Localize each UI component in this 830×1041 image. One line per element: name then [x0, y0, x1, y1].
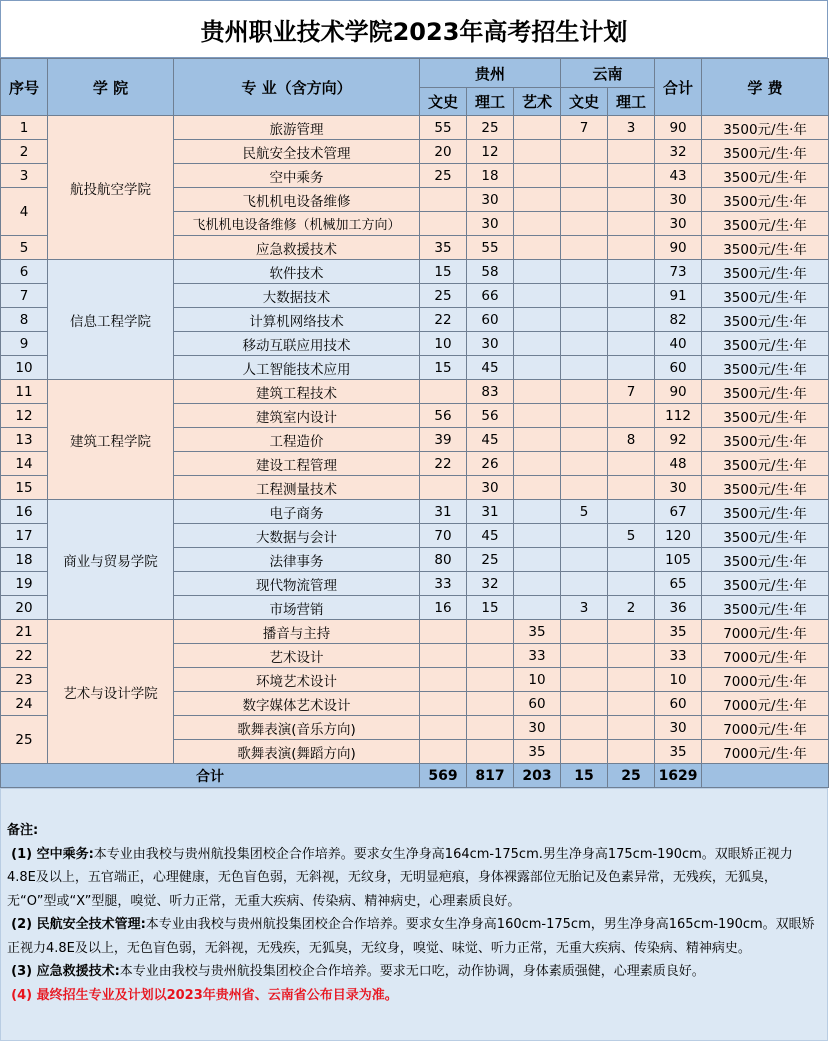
cell-gz-yishu: 33 [514, 644, 561, 668]
header-gz-wenshi: 文史 [420, 88, 467, 116]
cell-yn-ligong: 5 [608, 524, 655, 548]
cell-yn-ligong [608, 572, 655, 596]
cell-yn-wenshi [561, 332, 608, 356]
cell-gz-wenshi: 15 [420, 260, 467, 284]
cell-fee: 3500元/生·年 [702, 476, 829, 500]
cell-major: 人工智能技术应用 [174, 356, 420, 380]
cell-gz-ligong [467, 740, 514, 764]
cell-gz-ligong: 31 [467, 500, 514, 524]
cell-seq: 25 [1, 716, 48, 764]
cell-fee: 3500元/生·年 [702, 116, 829, 140]
cell-gz-wenshi: 56 [420, 404, 467, 428]
cell-total: 73 [655, 260, 702, 284]
cell-total: 10 [655, 668, 702, 692]
cell-seq: 24 [1, 692, 48, 716]
cell-gz-ligong: 30 [467, 332, 514, 356]
cell-major: 建筑工程技术 [174, 380, 420, 404]
cell-gz-yishu [514, 572, 561, 596]
cell-yn-ligong [608, 164, 655, 188]
cell-yn-wenshi [561, 740, 608, 764]
cell-yn-ligong [608, 476, 655, 500]
totals-row [1, 764, 829, 788]
cell-gz-yishu [514, 452, 561, 476]
cell-gz-yishu [514, 116, 561, 140]
note-3 [7, 960, 821, 984]
cell-yn-wenshi [561, 668, 608, 692]
note-2-text: 本专业由我校与贵州航投集团校企合作培养。要求女生净身高160cm-175cm，男生净身高165cm-190cm。双眼矫正视力4.8E及以上，无色盲色弱，无斜视，无残疾，无狐臭，无纹身，嗅觉、味觉、听力正常，无重大疾病、传染病、精神病史。 [7, 917, 815, 956]
cell-gz-wenshi [420, 668, 467, 692]
cell-fee: 3500元/生·年 [702, 164, 829, 188]
cell-gz-yishu [514, 596, 561, 620]
cell-seq: 6 [1, 260, 48, 284]
cell-yn-ligong: 3 [608, 116, 655, 140]
cell-gz-ligong: 15 [467, 596, 514, 620]
cell-yn-ligong [608, 692, 655, 716]
cell-gz-wenshi [420, 188, 467, 212]
note-3-text: 本专业由我校与贵州航投集团校企合作培养。要求无口吃，动作协调，身体素质强健，心理素质良好。 [119, 964, 705, 979]
cell-major: 建设工程管理 [174, 452, 420, 476]
cell-fee: 3500元/生·年 [702, 452, 829, 476]
cell-total: 33 [655, 644, 702, 668]
cell-total: 48 [655, 452, 702, 476]
cell-gz-ligong: 30 [467, 188, 514, 212]
cell-gz-ligong [467, 668, 514, 692]
cell-gz-ligong: 12 [467, 140, 514, 164]
cell-seq: 9 [1, 332, 48, 356]
cell-yn-wenshi [561, 548, 608, 572]
cell-gz-ligong: 83 [467, 380, 514, 404]
cell-major: 飞机机电设备维修 [174, 188, 420, 212]
cell-seq: 18 [1, 548, 48, 572]
cell-yn-ligong [608, 236, 655, 260]
cell-gz-wenshi: 39 [420, 428, 467, 452]
cell-total: 30 [655, 212, 702, 236]
cell-gz-yishu [514, 284, 561, 308]
cell-gz-yishu: 30 [514, 716, 561, 740]
cell-yn-ligong [608, 188, 655, 212]
cell-gz-yishu [514, 500, 561, 524]
cell-major: 空中乘务 [174, 164, 420, 188]
cell-gz-ligong [467, 620, 514, 644]
cell-seq: 14 [1, 452, 48, 476]
cell-major: 应急救援技术 [174, 236, 420, 260]
totals-yn-ligong: 25 [608, 764, 655, 788]
cell-fee: 3500元/生·年 [702, 260, 829, 284]
cell-gz-wenshi: 15 [420, 356, 467, 380]
cell-total: 40 [655, 332, 702, 356]
cell-yn-wenshi: 3 [561, 596, 608, 620]
cell-seq: 11 [1, 380, 48, 404]
cell-total: 43 [655, 164, 702, 188]
note-4 [7, 984, 821, 1008]
cell-yn-ligong [608, 668, 655, 692]
cell-yn-ligong [608, 548, 655, 572]
cell-fee: 3500元/生·年 [702, 284, 829, 308]
header-seq: 序号 [1, 59, 48, 116]
cell-gz-wenshi: 16 [420, 596, 467, 620]
totals-gz-ligong: 817 [467, 764, 514, 788]
header-yn-ligong: 理工 [608, 88, 655, 116]
cell-fee: 7000元/生·年 [702, 668, 829, 692]
note-1-label: (1) 空中乘务: [11, 846, 94, 862]
cell-yn-wenshi [561, 572, 608, 596]
cell-yn-ligong [608, 716, 655, 740]
cell-gz-wenshi: 20 [420, 140, 467, 164]
cell-major: 工程造价 [174, 428, 420, 452]
cell-major: 播音与主持 [174, 620, 420, 644]
cell-total: 30 [655, 188, 702, 212]
cell-gz-yishu [514, 548, 561, 572]
cell-gz-ligong [467, 692, 514, 716]
cell-fee: 3500元/生·年 [702, 500, 829, 524]
cell-yn-wenshi [561, 524, 608, 548]
cell-total: 35 [655, 740, 702, 764]
cell-gz-yishu: 35 [514, 740, 561, 764]
cell-seq: 1 [1, 116, 48, 140]
cell-major: 艺术设计 [174, 644, 420, 668]
notes-section [0, 788, 828, 1041]
cell-college: 艺术与设计学院 [48, 620, 174, 764]
cell-gz-wenshi: 70 [420, 524, 467, 548]
cell-gz-wenshi [420, 620, 467, 644]
cell-yn-ligong [608, 452, 655, 476]
cell-gz-yishu: 10 [514, 668, 561, 692]
cell-yn-ligong [608, 284, 655, 308]
cell-gz-wenshi [420, 740, 467, 764]
cell-seq: 20 [1, 596, 48, 620]
cell-gz-yishu: 35 [514, 620, 561, 644]
cell-major: 法律事务 [174, 548, 420, 572]
cell-total: 112 [655, 404, 702, 428]
cell-gz-yishu [514, 428, 561, 452]
cell-total: 36 [655, 596, 702, 620]
cell-gz-wenshi: 35 [420, 236, 467, 260]
cell-gz-wenshi: 22 [420, 452, 467, 476]
table-row [1, 260, 829, 284]
cell-fee: 3500元/生·年 [702, 140, 829, 164]
cell-fee: 7000元/生·年 [702, 620, 829, 644]
cell-fee: 3500元/生·年 [702, 236, 829, 260]
cell-college: 建筑工程学院 [48, 380, 174, 500]
header-guizhou: 贵州 [420, 59, 561, 88]
cell-seq: 4 [1, 188, 48, 236]
cell-total: 90 [655, 116, 702, 140]
header-gz-ligong: 理工 [467, 88, 514, 116]
cell-gz-yishu [514, 308, 561, 332]
cell-major: 市场营销 [174, 596, 420, 620]
cell-fee: 3500元/生·年 [702, 188, 829, 212]
cell-fee: 7000元/生·年 [702, 692, 829, 716]
cell-fee: 3500元/生·年 [702, 356, 829, 380]
cell-gz-yishu [514, 404, 561, 428]
cell-major: 建筑室内设计 [174, 404, 420, 428]
cell-yn-ligong [608, 308, 655, 332]
cell-fee: 3500元/生·年 [702, 332, 829, 356]
header-gz-yishu: 艺术 [514, 88, 561, 116]
cell-gz-ligong: 30 [467, 476, 514, 500]
cell-gz-yishu [514, 356, 561, 380]
cell-yn-ligong [608, 644, 655, 668]
note-2 [7, 913, 821, 960]
cell-yn-ligong [608, 356, 655, 380]
cell-total: 60 [655, 356, 702, 380]
table-row [1, 620, 829, 644]
totals-yn-wenshi: 15 [561, 764, 608, 788]
cell-total: 30 [655, 476, 702, 500]
cell-fee: 7000元/生·年 [702, 740, 829, 764]
cell-yn-wenshi [561, 284, 608, 308]
cell-yn-wenshi [561, 620, 608, 644]
cell-yn-wenshi [561, 356, 608, 380]
cell-yn-ligong: 8 [608, 428, 655, 452]
enrollment-plan-table [0, 58, 829, 788]
cell-gz-yishu [514, 332, 561, 356]
note-3-label: (3) 应急救援技术: [11, 964, 120, 979]
table-row [1, 500, 829, 524]
cell-gz-wenshi: 80 [420, 548, 467, 572]
cell-seq: 23 [1, 668, 48, 692]
cell-fee: 3500元/生·年 [702, 524, 829, 548]
cell-total: 92 [655, 428, 702, 452]
cell-gz-ligong: 26 [467, 452, 514, 476]
cell-seq: 3 [1, 164, 48, 188]
cell-gz-yishu [514, 260, 561, 284]
cell-gz-wenshi [420, 692, 467, 716]
cell-yn-wenshi [561, 692, 608, 716]
cell-major: 环境艺术设计 [174, 668, 420, 692]
header-total: 合计 [655, 59, 702, 116]
cell-gz-ligong: 60 [467, 308, 514, 332]
note-1-text: 本专业由我校与贵州航投集团校企合作培养。要求女生净身高164cm-175cm.男生净身高175cm-190cm。双眼矫正视力4.8E及以上，五官端正，心理健康，无色盲色弱，无斜视，无纹身，无明显疤痕，身体裸露部位无胎记及色素异常，无残疾，无狐臭，无“O”型或“X”型腿，嗅觉、听力正常，无重大疾病、传染病、精神病史，心理素质良好。 [7, 846, 793, 909]
cell-gz-wenshi: 31 [420, 500, 467, 524]
cell-seq: 19 [1, 572, 48, 596]
totals-total: 1629 [655, 764, 702, 788]
cell-gz-ligong: 25 [467, 548, 514, 572]
cell-gz-wenshi [420, 716, 467, 740]
cell-total: 30 [655, 716, 702, 740]
cell-gz-ligong: 45 [467, 356, 514, 380]
cell-yn-wenshi: 7 [561, 116, 608, 140]
cell-yn-wenshi [561, 212, 608, 236]
cell-yn-ligong: 7 [608, 380, 655, 404]
cell-seq: 15 [1, 476, 48, 500]
cell-yn-wenshi: 5 [561, 500, 608, 524]
cell-fee: 3500元/生·年 [702, 404, 829, 428]
cell-college: 信息工程学院 [48, 260, 174, 380]
cell-major: 飞机机电设备维修（机械加工方向） [174, 212, 420, 236]
totals-gz-wenshi: 569 [420, 764, 467, 788]
cell-seq: 12 [1, 404, 48, 428]
header-college: 学 院 [48, 59, 174, 116]
cell-gz-ligong: 45 [467, 428, 514, 452]
cell-gz-yishu [514, 524, 561, 548]
cell-gz-wenshi: 22 [420, 308, 467, 332]
cell-major: 旅游管理 [174, 116, 420, 140]
header-yunnan: 云南 [561, 59, 655, 88]
cell-total: 105 [655, 548, 702, 572]
notes-heading: 备注: [7, 823, 39, 838]
cell-college: 航投航空学院 [48, 116, 174, 260]
cell-total: 67 [655, 500, 702, 524]
cell-fee: 3500元/生·年 [702, 596, 829, 620]
cell-yn-ligong [608, 404, 655, 428]
cell-gz-yishu [514, 164, 561, 188]
cell-yn-wenshi [561, 476, 608, 500]
cell-seq: 13 [1, 428, 48, 452]
cell-gz-wenshi [420, 644, 467, 668]
cell-gz-ligong: 18 [467, 164, 514, 188]
cell-gz-ligong: 55 [467, 236, 514, 260]
cell-seq: 7 [1, 284, 48, 308]
cell-fee: 3500元/生·年 [702, 572, 829, 596]
cell-yn-wenshi [561, 140, 608, 164]
cell-major: 工程测量技术 [174, 476, 420, 500]
cell-gz-yishu [514, 380, 561, 404]
cell-gz-yishu [514, 188, 561, 212]
cell-yn-wenshi [561, 716, 608, 740]
cell-yn-wenshi [561, 452, 608, 476]
cell-seq: 2 [1, 140, 48, 164]
cell-gz-ligong: 25 [467, 116, 514, 140]
cell-major: 移动互联应用技术 [174, 332, 420, 356]
cell-seq: 21 [1, 620, 48, 644]
page-title: 贵州职业技术学院2023年高考招生计划 [0, 0, 828, 58]
cell-gz-yishu [514, 212, 561, 236]
cell-yn-ligong [608, 332, 655, 356]
cell-major: 数字媒体艺术设计 [174, 692, 420, 716]
totals-fee [702, 764, 829, 788]
cell-gz-ligong [467, 644, 514, 668]
cell-seq: 5 [1, 236, 48, 260]
cell-total: 32 [655, 140, 702, 164]
table-row [1, 116, 829, 140]
cell-gz-wenshi [420, 476, 467, 500]
cell-total: 82 [655, 308, 702, 332]
cell-yn-wenshi [561, 644, 608, 668]
cell-major: 软件技术 [174, 260, 420, 284]
cell-total: 90 [655, 380, 702, 404]
cell-total: 120 [655, 524, 702, 548]
cell-fee: 7000元/生·年 [702, 644, 829, 668]
totals-gz-yishu: 203 [514, 764, 561, 788]
cell-gz-wenshi [420, 212, 467, 236]
cell-yn-ligong [608, 212, 655, 236]
cell-gz-wenshi: 33 [420, 572, 467, 596]
cell-yn-ligong [608, 620, 655, 644]
cell-seq: 10 [1, 356, 48, 380]
cell-gz-ligong: 30 [467, 212, 514, 236]
cell-yn-wenshi [561, 260, 608, 284]
cell-yn-wenshi [561, 380, 608, 404]
cell-gz-yishu [514, 236, 561, 260]
cell-yn-wenshi [561, 404, 608, 428]
cell-fee: 3500元/生·年 [702, 380, 829, 404]
cell-major: 大数据技术 [174, 284, 420, 308]
header-fee: 学 费 [702, 59, 829, 116]
cell-yn-wenshi [561, 428, 608, 452]
cell-total: 91 [655, 284, 702, 308]
cell-yn-ligong [608, 740, 655, 764]
header-major: 专 业（含方向） [174, 59, 420, 116]
cell-major: 电子商务 [174, 500, 420, 524]
cell-gz-ligong: 45 [467, 524, 514, 548]
cell-major: 民航安全技术管理 [174, 140, 420, 164]
cell-yn-ligong [608, 500, 655, 524]
cell-yn-ligong [608, 140, 655, 164]
note-2-label: (2) 民航安全技术管理: [11, 917, 146, 932]
cell-fee: 3500元/生·年 [702, 548, 829, 572]
cell-gz-yishu [514, 476, 561, 500]
cell-fee: 3500元/生·年 [702, 308, 829, 332]
cell-college: 商业与贸易学院 [48, 500, 174, 620]
cell-gz-wenshi: 25 [420, 284, 467, 308]
cell-seq: 16 [1, 500, 48, 524]
cell-yn-wenshi [561, 188, 608, 212]
cell-fee: 3500元/生·年 [702, 428, 829, 452]
cell-total: 90 [655, 236, 702, 260]
cell-gz-yishu: 60 [514, 692, 561, 716]
cell-yn-wenshi [561, 164, 608, 188]
note-4-text: (4) 最终招生专业及计划以2023年贵州省、云南省公布目录为准。 [11, 987, 398, 1003]
cell-total: 60 [655, 692, 702, 716]
cell-seq: 17 [1, 524, 48, 548]
cell-gz-ligong: 32 [467, 572, 514, 596]
cell-seq: 8 [1, 308, 48, 332]
cell-gz-wenshi: 55 [420, 116, 467, 140]
table-row [1, 380, 829, 404]
cell-yn-ligong [608, 260, 655, 284]
cell-gz-yishu [514, 140, 561, 164]
cell-gz-ligong [467, 716, 514, 740]
cell-yn-ligong: 2 [608, 596, 655, 620]
cell-major: 歌舞表演(舞蹈方向) [174, 740, 420, 764]
cell-major: 计算机网络技术 [174, 308, 420, 332]
cell-yn-wenshi [561, 308, 608, 332]
cell-gz-wenshi: 25 [420, 164, 467, 188]
cell-total: 65 [655, 572, 702, 596]
cell-yn-wenshi [561, 236, 608, 260]
cell-major: 现代物流管理 [174, 572, 420, 596]
cell-gz-ligong: 58 [467, 260, 514, 284]
cell-seq: 22 [1, 644, 48, 668]
header-yn-wenshi: 文史 [561, 88, 608, 116]
cell-gz-wenshi: 10 [420, 332, 467, 356]
note-1 [7, 843, 821, 914]
cell-major: 大数据与会计 [174, 524, 420, 548]
cell-major: 歌舞表演(音乐方向) [174, 716, 420, 740]
totals-label: 合计 [1, 764, 420, 788]
cell-gz-ligong: 56 [467, 404, 514, 428]
cell-fee: 3500元/生·年 [702, 212, 829, 236]
cell-total: 35 [655, 620, 702, 644]
cell-fee: 7000元/生·年 [702, 716, 829, 740]
cell-gz-ligong: 66 [467, 284, 514, 308]
cell-gz-wenshi [420, 380, 467, 404]
